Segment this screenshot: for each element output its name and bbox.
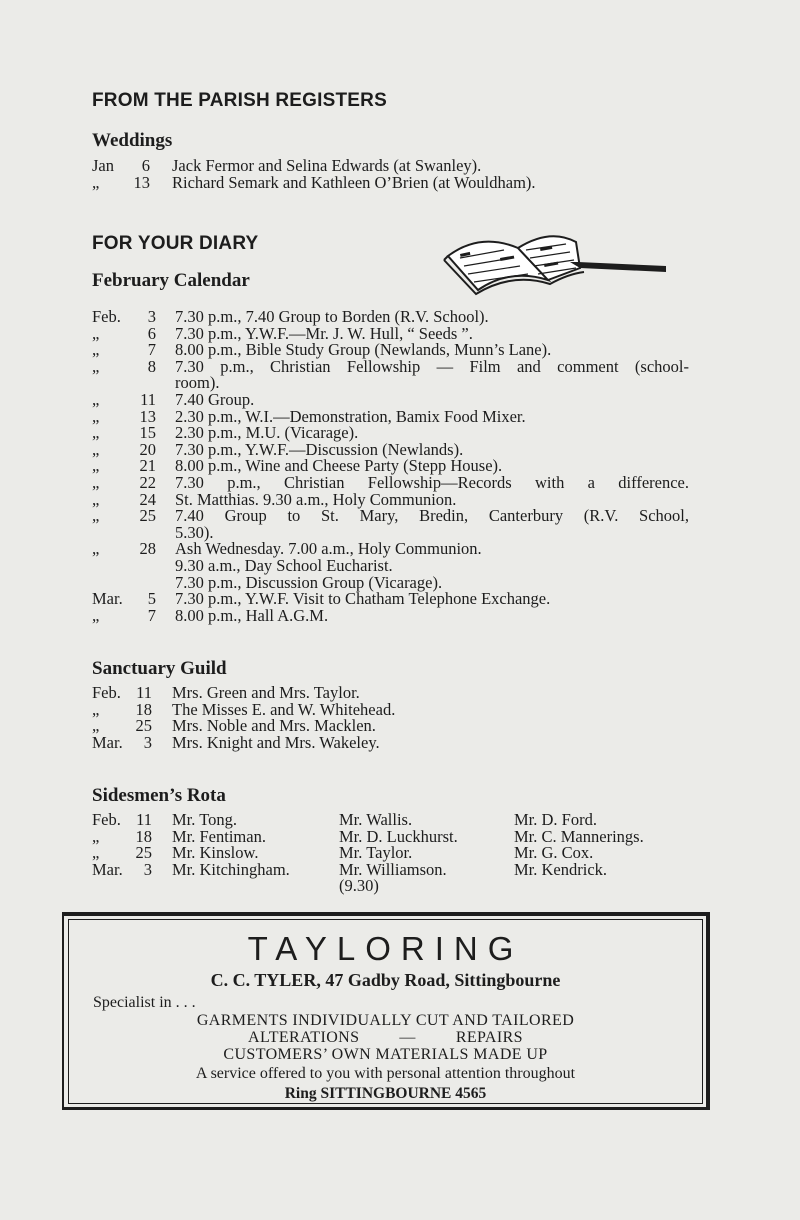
entry-month: „ <box>92 439 100 459</box>
advert-line-materials: CUSTOMERS’ OWN MATERIALS MADE UP <box>223 1046 548 1063</box>
open-diary-and-pen-icon <box>440 228 670 298</box>
entry-text: 7.40 Group to St. Mary, Bredin, Canterbury (R.V. School, <box>175 506 689 526</box>
entry-day: 7 <box>147 340 156 360</box>
entry-month: Mar. <box>92 732 123 752</box>
entry-day: 25 <box>135 716 152 736</box>
entry-day: 11 <box>136 810 152 829</box>
entry-text: 7.30 p.m., Christian Fellowship — Film and comment (school- <box>175 356 689 376</box>
entry-text: 5.30). <box>175 522 214 542</box>
advert-inner-frame <box>68 919 703 1104</box>
entry-day: 3 <box>143 732 152 752</box>
entry-text: Mrs. Knight and Mrs. Wakeley. <box>172 732 380 752</box>
entry-text: Ash Wednesday. 7.00 a.m., Holy Communion. <box>175 539 482 559</box>
entry-text: Richard Semark and Kathleen O’Brien (at Wouldham). <box>172 172 536 192</box>
entry-month: „ <box>92 456 100 476</box>
entry-month: „ <box>92 356 100 376</box>
entry-day: 20 <box>139 439 156 459</box>
advert-line-alterations: ALTERATIONS — REPAIRS <box>248 1029 523 1046</box>
entry-day: 25 <box>135 843 152 863</box>
entry-day: 6 <box>141 156 150 175</box>
advert-service: A service offered to you with personal attention throughout <box>195 1065 576 1082</box>
entry-month: Feb. <box>92 810 121 829</box>
advert-specialist: Specialist in . . . <box>93 994 196 1011</box>
entry-day: 6 <box>147 323 156 343</box>
entry-day: 11 <box>136 683 152 702</box>
entry-day: 13 <box>133 172 150 192</box>
sidesman-1: Mr. Tong. <box>172 810 238 829</box>
sidesman-2: Mr. Williamson. <box>339 859 447 879</box>
entry-day: 13 <box>139 406 156 426</box>
entry-text: 7.30 p.m., Christian Fellowship—Records with a difference. <box>175 472 689 492</box>
sidesman-3: Mr. D. Ford. <box>514 810 597 829</box>
entry-month: „ <box>92 843 100 863</box>
advert-brand: TAYLORING <box>247 930 524 967</box>
entry-day: 15 <box>139 423 156 443</box>
sidesmens-rota-heading: Sidesmen’s Rota <box>92 785 226 806</box>
entry-month: Mar. <box>92 859 123 879</box>
entry-month: „ <box>92 506 100 526</box>
entry-month: „ <box>92 489 100 509</box>
entry-text: 7.30 p.m., Y.W.F. Visit to Chatham Telephone Exchange. <box>175 589 551 609</box>
sidesman-3: Mr. G. Cox. <box>514 843 594 863</box>
entry-text: The Misses E. and W. Whitehead. <box>172 699 396 719</box>
entry-text: Mrs. Green and Mrs. Taylor. <box>172 683 360 702</box>
entry-day: 21 <box>139 456 156 476</box>
sidesman-2: (9.30) <box>339 876 379 896</box>
entry-month: „ <box>92 826 100 846</box>
sidesman-2: Mr. Taylor. <box>339 843 413 863</box>
entry-day: 25 <box>139 506 156 526</box>
entry-month: Jan <box>92 156 114 175</box>
entry-month: „ <box>92 539 100 559</box>
entry-day: 11 <box>140 389 156 409</box>
entry-day: 8 <box>147 356 156 376</box>
entry-text: 7.30 p.m., Discussion Group (Vicarage). <box>175 572 443 592</box>
entry-text: Mrs. Noble and Mrs. Macklen. <box>172 716 376 736</box>
entry-text: 8.00 p.m., Wine and Cheese Party (Stepp House). <box>175 456 503 476</box>
sanctuary-guild-heading: Sanctuary Guild <box>92 658 227 679</box>
entry-text: St. Matthias. 9.30 a.m., Holy Communion. <box>175 489 457 509</box>
entry-day: 7 <box>147 605 156 625</box>
sidesman-1: Mr. Kitchingham. <box>172 859 290 879</box>
entry-text: 7.30 p.m., Y.W.F.—Mr. J. W. Hull, “ Seeds ”. <box>175 323 473 343</box>
entry-day: 3 <box>147 307 156 326</box>
entry-day: 24 <box>139 489 156 509</box>
entry-month: Mar. <box>92 589 123 609</box>
entry-month: „ <box>92 389 100 409</box>
entry-month: „ <box>92 699 100 719</box>
weddings-heading: Weddings <box>92 130 173 151</box>
tayloring-advert <box>62 912 710 1110</box>
entry-month: „ <box>92 472 100 492</box>
advert-ring: Ring SITTINGBOURNE 4565 <box>284 1085 487 1102</box>
entry-month: „ <box>92 172 100 192</box>
entry-day: 18 <box>135 826 152 846</box>
entry-day: 18 <box>135 699 152 719</box>
sidesman-2: Mr. Wallis. <box>339 810 413 829</box>
entry-month: Feb. <box>92 683 121 702</box>
entry-month: „ <box>92 423 100 443</box>
advert-line-garments: GARMENTS INDIVIDUALLY CUT AND TAILORED <box>196 1012 575 1029</box>
entry-text: room). <box>175 373 220 393</box>
entry-text: 9.30 a.m., Day School Eucharist. <box>175 555 393 575</box>
sidesman-3: Mr. C. Mannerings. <box>514 826 644 846</box>
entry-text: 7.30 p.m., Y.W.F.—Discussion (Newlands). <box>175 439 464 459</box>
for-your-diary-heading: FOR YOUR DIARY <box>92 233 259 254</box>
entry-month: Feb. <box>92 307 121 326</box>
entry-text: 7.40 Group. <box>175 389 255 409</box>
entry-text: Jack Fermor and Selina Edwards (at Swanley). <box>172 156 482 175</box>
sidesman-3: Mr. Kendrick. <box>514 859 608 879</box>
advert-address: C. C. TYLER, 47 Gadby Road, Sittingbourne <box>210 970 561 990</box>
entry-month: „ <box>92 340 100 360</box>
entry-month: „ <box>92 323 100 343</box>
entry-text: 7.30 p.m., 7.40 Group to Borden (R.V. School). <box>175 307 489 326</box>
entry-day: 28 <box>139 539 156 559</box>
february-calendar-heading: February Calendar <box>92 270 250 291</box>
entry-month: „ <box>92 406 100 426</box>
sidesman-1: Mr. Fentiman. <box>172 826 266 846</box>
parish-registers-heading: FROM THE PARISH REGISTERS <box>92 90 387 111</box>
entry-day: 3 <box>143 859 152 879</box>
entry-day: 5 <box>147 589 156 609</box>
entry-month: „ <box>92 605 100 625</box>
entry-text: 8.00 p.m., Bible Study Group (Newlands, Munn’s Lane). <box>175 340 552 360</box>
sidesman-1: Mr. Kinslow. <box>172 843 259 863</box>
entry-text: 2.30 p.m., M.U. (Vicarage). <box>175 423 359 443</box>
entry-month: „ <box>92 716 100 736</box>
sidesman-2: Mr. D. Luckhurst. <box>339 826 458 846</box>
entry-day: 22 <box>139 472 156 492</box>
entry-text: 8.00 p.m., Hall A.G.M. <box>175 605 329 625</box>
entry-text: 2.30 p.m., W.I.—Demonstration, Bamix Food Mixer. <box>175 406 526 426</box>
